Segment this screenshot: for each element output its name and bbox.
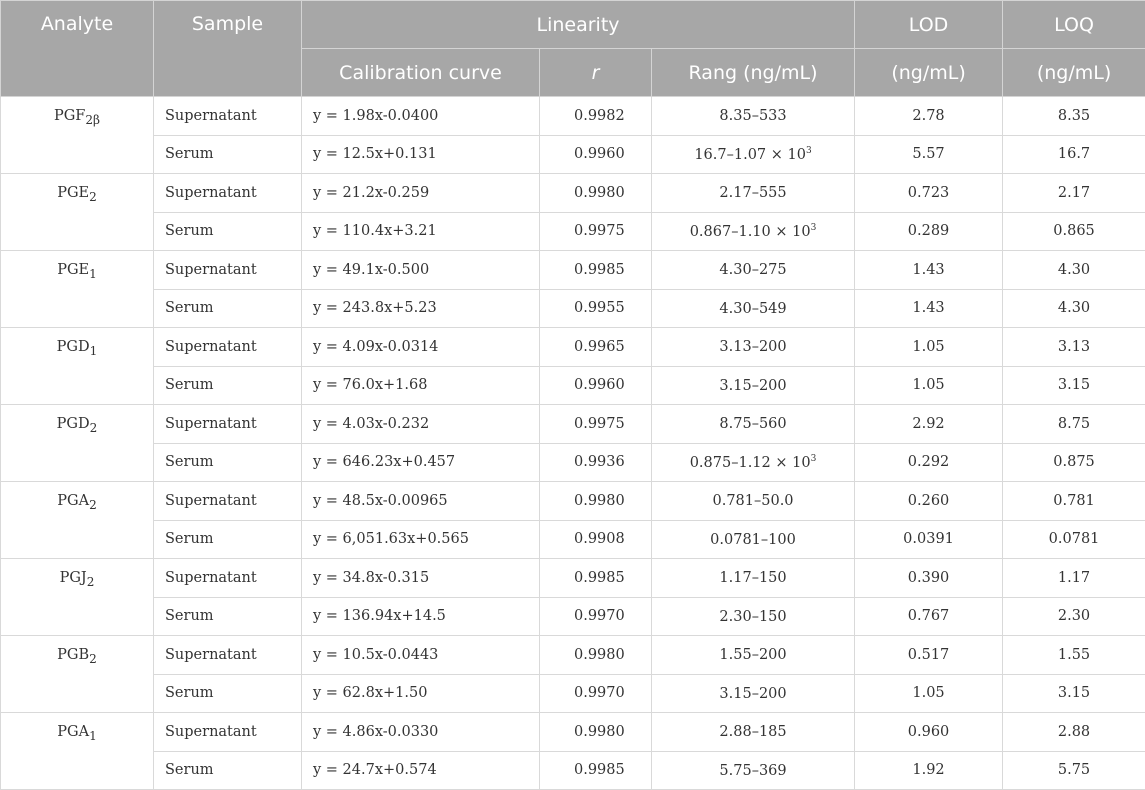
- range-cell: [652, 289, 855, 328]
- calibration-curve-cell: y = 4.09x-0.0314: [302, 328, 540, 367]
- table-row: [1, 674, 1145, 713]
- lod-cell: 0.292: [855, 443, 1003, 482]
- analyte-name: PGD: [57, 339, 90, 355]
- analyte-subscript: 1: [89, 729, 97, 743]
- loq-cell: 0.865: [1003, 212, 1145, 251]
- r-value-cell: 0.9975: [540, 212, 652, 251]
- range-cell: [652, 559, 855, 598]
- sample-cell: Serum: [154, 135, 302, 174]
- lod-cell: 2.92: [855, 405, 1003, 444]
- table-body: [1, 97, 1145, 790]
- r-value-cell: 0.9975: [540, 405, 652, 444]
- sample-cell: Serum: [154, 597, 302, 636]
- table-row: [1, 405, 1145, 444]
- analyte-cell: [1, 97, 154, 174]
- lod-cell: 0.0391: [855, 520, 1003, 559]
- sample-cell: Supernatant: [154, 636, 302, 675]
- r-value-cell: 0.9960: [540, 366, 652, 405]
- calibration-curve-cell: y = 110.4x+3.21: [302, 212, 540, 251]
- header-r: [540, 49, 652, 97]
- header-lod-unit: (ng/mL): [855, 49, 1003, 97]
- range-cell: [652, 674, 855, 713]
- r-value-cell: 0.9970: [540, 597, 652, 636]
- calibration-curve-cell: y = 4.86x-0.0330: [302, 713, 540, 752]
- analyte-cell: [1, 636, 154, 713]
- analyte-subscript: 2: [90, 421, 98, 435]
- range-cell: [652, 366, 855, 405]
- lod-cell: 2.78: [855, 97, 1003, 136]
- header-loq-unit: (ng/mL): [1003, 49, 1145, 97]
- sample-cell: Supernatant: [154, 328, 302, 367]
- loq-cell: 0.781: [1003, 482, 1145, 521]
- loq-cell: 3.13: [1003, 328, 1145, 367]
- range-text: 2.88–185: [719, 724, 786, 740]
- r-value-cell: 0.9960: [540, 135, 652, 174]
- range-text: 3.13–200: [719, 339, 786, 355]
- loq-cell: 3.15: [1003, 674, 1145, 713]
- lod-cell: 0.260: [855, 482, 1003, 521]
- sample-cell: Serum: [154, 674, 302, 713]
- lod-cell: 1.05: [855, 674, 1003, 713]
- calibration-curve-cell: y = 4.03x-0.232: [302, 405, 540, 444]
- lod-cell: 0.390: [855, 559, 1003, 598]
- range-text: 0.0781–100: [710, 532, 796, 548]
- range-text: 1.17–150: [719, 570, 786, 586]
- analyte-name: PGA: [57, 724, 89, 740]
- range-exponent: 3: [806, 146, 812, 156]
- table-row: [1, 520, 1145, 559]
- range-cell: [652, 328, 855, 367]
- analyte-subscript: 1: [89, 267, 97, 281]
- range-text: 0.867–1.10 × 10: [690, 224, 811, 240]
- analyte-subscript: 2: [89, 652, 97, 666]
- analyte-name: PGD: [57, 416, 90, 432]
- table-row: [1, 174, 1145, 213]
- analyte-subscript: 2: [89, 190, 97, 204]
- lod-cell: 0.767: [855, 597, 1003, 636]
- loq-cell: 2.17: [1003, 174, 1145, 213]
- range-text: 4.30–275: [719, 262, 786, 278]
- analyte-name: PGF: [54, 108, 85, 124]
- table-row: [1, 251, 1145, 290]
- range-text: 8.75–560: [719, 416, 786, 432]
- table-row: [1, 366, 1145, 405]
- lod-cell: 0.723: [855, 174, 1003, 213]
- r-value-cell: 0.9936: [540, 443, 652, 482]
- range-cell: [652, 751, 855, 790]
- r-value-cell: 0.9982: [540, 97, 652, 136]
- calibration-curve-cell: y = 136.94x+14.5: [302, 597, 540, 636]
- r-value-cell: 0.9955: [540, 289, 652, 328]
- sample-cell: Supernatant: [154, 713, 302, 752]
- loq-cell: 3.15: [1003, 366, 1145, 405]
- r-value-cell: 0.9980: [540, 482, 652, 521]
- range-text: 3.15–200: [719, 686, 786, 702]
- range-cell: [652, 482, 855, 521]
- range-cell: [652, 520, 855, 559]
- calibration-curve-cell: y = 34.8x-0.315: [302, 559, 540, 598]
- range-cell: [652, 597, 855, 636]
- loq-cell: 4.30: [1003, 289, 1145, 328]
- r-value-cell: 0.9985: [540, 751, 652, 790]
- lod-cell: 1.43: [855, 251, 1003, 290]
- r-value-cell: 0.9908: [540, 520, 652, 559]
- range-cell: [652, 713, 855, 752]
- header-r-label: r: [592, 62, 600, 84]
- table-row: [1, 212, 1145, 251]
- analyte-subscript: 1: [90, 344, 98, 358]
- range-exponent: 3: [811, 223, 817, 233]
- range-cell: [652, 212, 855, 251]
- sample-cell: Serum: [154, 751, 302, 790]
- loq-cell: 2.30: [1003, 597, 1145, 636]
- calibration-curve-cell: y = 48.5x-0.00965: [302, 482, 540, 521]
- sample-cell: Supernatant: [154, 97, 302, 136]
- range-cell: [652, 405, 855, 444]
- sample-cell: Supernatant: [154, 174, 302, 213]
- range-text: 8.35–533: [719, 108, 786, 124]
- header-lod: LOD: [855, 1, 1003, 49]
- lod-cell: 1.05: [855, 328, 1003, 367]
- calibration-curve-cell: y = 243.8x+5.23: [302, 289, 540, 328]
- lod-cell: 1.05: [855, 366, 1003, 405]
- range-cell: [652, 174, 855, 213]
- lod-cell: 0.517: [855, 636, 1003, 675]
- range-cell: [652, 251, 855, 290]
- range-text: 3.15–200: [719, 378, 786, 394]
- r-value-cell: 0.9970: [540, 674, 652, 713]
- analyte-subscript: 2: [87, 575, 95, 589]
- r-value-cell: 0.9980: [540, 713, 652, 752]
- sample-cell: Serum: [154, 366, 302, 405]
- range-cell: [652, 97, 855, 136]
- sample-cell: Supernatant: [154, 405, 302, 444]
- analyte-cell: [1, 328, 154, 405]
- table-row: [1, 97, 1145, 136]
- r-value-cell: 0.9965: [540, 328, 652, 367]
- loq-cell: 0.0781: [1003, 520, 1145, 559]
- r-value-cell: 0.9985: [540, 559, 652, 598]
- header-loq: LOQ: [1003, 1, 1145, 49]
- range-cell: [652, 443, 855, 482]
- table-row: [1, 713, 1145, 752]
- sample-cell: Serum: [154, 520, 302, 559]
- table-row: [1, 597, 1145, 636]
- analyte-name: PGE: [57, 185, 89, 201]
- analyte-cell: [1, 713, 154, 790]
- lod-cell: 1.92: [855, 751, 1003, 790]
- range-text: 1.55–200: [719, 647, 786, 663]
- analyte-cell: [1, 482, 154, 559]
- sample-cell: Supernatant: [154, 482, 302, 521]
- table-row: [1, 135, 1145, 174]
- loq-cell: 8.35: [1003, 97, 1145, 136]
- lod-cell: 0.289: [855, 212, 1003, 251]
- calibration-curve-cell: y = 24.7x+0.574: [302, 751, 540, 790]
- analyte-cell: [1, 405, 154, 482]
- calibration-curve-cell: y = 62.8x+1.50: [302, 674, 540, 713]
- header-analyte: Analyte: [1, 1, 154, 97]
- table-row: [1, 636, 1145, 675]
- calibration-curve-cell: y = 1.98x-0.0400: [302, 97, 540, 136]
- range-text: 5.75–369: [719, 763, 786, 779]
- range-text: 0.875–1.12 × 10: [690, 455, 811, 471]
- lod-cell: 1.43: [855, 289, 1003, 328]
- range-cell: [652, 636, 855, 675]
- calibration-curve-cell: y = 49.1x-0.500: [302, 251, 540, 290]
- calibration-curve-cell: y = 10.5x-0.0443: [302, 636, 540, 675]
- calibration-curve-cell: y = 6,051.63x+0.565: [302, 520, 540, 559]
- table-row: [1, 559, 1145, 598]
- range-text: 4.30–549: [719, 301, 786, 317]
- analyte-cell: [1, 251, 154, 328]
- sample-cell: Serum: [154, 212, 302, 251]
- analyte-cell: [1, 174, 154, 251]
- sample-cell: Serum: [154, 443, 302, 482]
- loq-cell: 4.30: [1003, 251, 1145, 290]
- sample-cell: Supernatant: [154, 559, 302, 598]
- table-row: [1, 289, 1145, 328]
- calibration-curve-cell: y = 12.5x+0.131: [302, 135, 540, 174]
- r-value-cell: 0.9980: [540, 636, 652, 675]
- table-row: [1, 443, 1145, 482]
- loq-cell: 0.875: [1003, 443, 1145, 482]
- lod-cell: 5.57: [855, 135, 1003, 174]
- range-cell: [652, 135, 855, 174]
- analyte-subscript: 2: [89, 498, 97, 512]
- range-exponent: 3: [811, 454, 817, 464]
- header-range: Rang (ng/mL): [652, 49, 855, 97]
- sample-cell: Serum: [154, 289, 302, 328]
- r-value-cell: 0.9985: [540, 251, 652, 290]
- analyte-cell: [1, 559, 154, 636]
- loq-cell: 1.55: [1003, 636, 1145, 675]
- lod-cell: 0.960: [855, 713, 1003, 752]
- analyte-subscript: 2β: [85, 113, 100, 127]
- analyte-name: PGB: [57, 647, 89, 663]
- analyte-name: PGA: [57, 493, 89, 509]
- table-row: [1, 751, 1145, 790]
- analyte-name: PGJ: [60, 570, 87, 586]
- r-value-cell: 0.9980: [540, 174, 652, 213]
- loq-cell: 1.17: [1003, 559, 1145, 598]
- header-calibration-curve: Calibration curve: [302, 49, 540, 97]
- calibration-curve-cell: y = 21.2x-0.259: [302, 174, 540, 213]
- loq-cell: 16.7: [1003, 135, 1145, 174]
- sample-cell: Supernatant: [154, 251, 302, 290]
- range-text: 16.7–1.07 × 10: [694, 147, 806, 163]
- calibration-curve-cell: y = 76.0x+1.68: [302, 366, 540, 405]
- range-text: 2.17–555: [719, 185, 786, 201]
- loq-cell: 2.88: [1003, 713, 1145, 752]
- analyte-name: PGE: [57, 262, 89, 278]
- loq-cell: 5.75: [1003, 751, 1145, 790]
- calibration-curve-cell: y = 646.23x+0.457: [302, 443, 540, 482]
- header-sample: Sample: [154, 1, 302, 97]
- table-row: [1, 482, 1145, 521]
- range-text: 0.781–50.0: [712, 493, 793, 509]
- header-linearity: Linearity: [302, 1, 855, 49]
- range-text: 2.30–150: [719, 609, 786, 625]
- table-row: [1, 328, 1145, 367]
- loq-cell: 8.75: [1003, 405, 1145, 444]
